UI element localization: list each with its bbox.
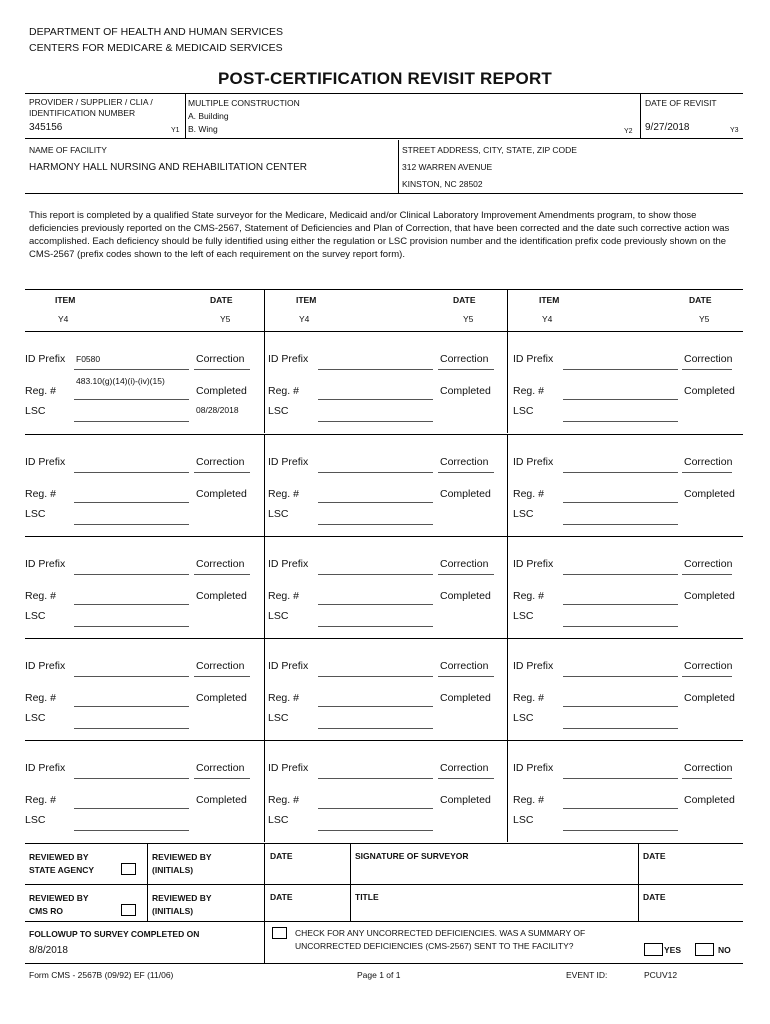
correction-label: Correction [684,353,733,365]
column-date-code: Y5 [699,314,710,324]
id-prefix-label: ID Prefix [268,558,309,570]
reg-number-label: Reg. # [25,385,56,397]
reg-number-label: Reg. # [513,385,544,397]
correction-date-field[interactable] [438,778,494,779]
correction-label: Correction [440,660,489,672]
lsc-label: LSC [268,712,289,724]
page-number: Page 1 of 1 [357,970,401,980]
provider-code: Y1 [171,127,180,134]
provider-label: PROVIDER / SUPPLIER / CLIA / IDENTIFICATION NUMBER [29,97,153,118]
correction-label: Correction [684,456,733,468]
id-prefix-value[interactable]: F0580 [76,354,101,364]
lsc-label: LSC [513,712,534,724]
correction-date-field[interactable] [194,778,250,779]
date-label-signature: DATE [643,851,666,861]
id-prefix-field[interactable] [318,369,433,370]
column-divider [264,638,265,740]
reg-number-label: Reg. # [513,590,544,602]
lsc-field[interactable] [318,524,433,525]
reg-number-field[interactable] [74,604,189,605]
correction-date-field[interactable] [682,472,732,473]
id-prefix-label: ID Prefix [513,660,554,672]
id-prefix-field[interactable] [563,369,678,370]
multiple-construction-label: MULTIPLE CONSTRUCTION [188,98,300,108]
reg-number-field[interactable] [74,399,189,400]
id-prefix-label: ID Prefix [513,456,554,468]
lsc-label: LSC [25,814,46,826]
reviewed-by-state-agency: REVIEWED BY STATE AGENCY [29,852,95,875]
reg-number-field[interactable] [318,604,433,605]
completed-label: Completed [440,590,491,602]
yes-label: YES [664,945,682,955]
id-prefix-label: ID Prefix [513,558,554,570]
form-title: POST-CERTIFICATION REVISIT REPORT [217,69,553,88]
reg-number-value[interactable]: 483.10(g)(14)(i)-(iv)(15) [76,376,165,386]
correction-date-field[interactable] [682,676,732,677]
column-item-header: ITEM [55,295,76,305]
completed-label: Completed [684,692,735,704]
date-label-state: DATE [270,851,293,861]
column-item-header: ITEM [539,295,560,305]
reg-number-field[interactable] [563,399,678,400]
reg-number-label: Reg. # [268,692,299,704]
id-prefix-label: ID Prefix [268,762,309,774]
reg-number-field[interactable] [318,706,433,707]
lsc-field[interactable] [563,830,678,831]
block-divider [25,434,743,435]
column-date-header: DATE [453,295,476,305]
followup-label: FOLLOWUP TO SURVEY COMPLETED ON [29,929,200,939]
correction-label: Correction [684,762,733,774]
id-prefix-label: ID Prefix [25,660,66,672]
reg-number-field[interactable] [563,502,678,503]
lsc-field[interactable] [74,728,189,729]
reg-number-label: Reg. # [268,385,299,397]
correction-label: Correction [684,558,733,570]
reg-number-field[interactable] [563,604,678,605]
id-prefix-field[interactable] [74,472,189,473]
lsc-field[interactable] [563,728,678,729]
event-id-value: PCUV12 [644,970,678,980]
id-prefix-label: ID Prefix [25,762,66,774]
correction-label: Correction [440,456,489,468]
correction-date-field[interactable] [194,574,250,575]
correction-date-field[interactable] [682,778,732,779]
id-prefix-field[interactable] [74,778,189,779]
column-date-code: Y5 [463,314,474,324]
correction-date-field[interactable] [682,574,732,575]
revisit-date-label: DATE OF REVISIT [645,98,717,108]
column-divider [507,331,508,433]
column-divider [507,638,508,740]
id-prefix-label: ID Prefix [268,456,309,468]
reg-number-label: Reg. # [268,590,299,602]
date-label-title: DATE [643,892,666,902]
column-item-code: Y4 [58,314,69,324]
completed-label: Completed [196,385,247,397]
id-prefix-field[interactable] [74,676,189,677]
reviewed-by-initials-cms: REVIEWED BY (INITIALS) [152,893,212,916]
correction-label: Correction [196,353,245,365]
reg-number-label: Reg. # [25,692,56,704]
facility-name-label: NAME OF FACILITY [29,145,107,155]
centers-name: CENTERS FOR MEDICARE & MEDICAID SERVICES [29,42,283,54]
no-label: NO [718,945,731,955]
id-prefix-field[interactable] [563,778,678,779]
uncorrected-question: CHECK FOR ANY UNCORRECTED DEFICIENCIES. WAS A SUMMARY OF UNCORRECTED DEFICIENCIES (CMS-2567) SENT TO THE FACILITY? [295,928,586,951]
id-prefix-label: ID Prefix [268,660,309,672]
state-agency-checkbox[interactable] [121,863,136,875]
lsc-label: LSC [25,508,46,520]
lsc-label: LSC [268,814,289,826]
completed-label: Completed [440,692,491,704]
reg-number-field[interactable] [563,706,678,707]
column-divider [507,434,508,536]
correction-date-field[interactable] [194,676,250,677]
reg-number-label: Reg. # [25,794,56,806]
lsc-field[interactable] [318,626,433,627]
column-divider [507,536,508,638]
completed-label: Completed [684,590,735,602]
lsc-field[interactable] [563,421,678,422]
column-date-header: DATE [210,295,233,305]
lsc-label: LSC [268,610,289,622]
correction-date-field[interactable] [194,472,250,473]
id-prefix-label: ID Prefix [25,456,66,468]
correction-label: Correction [684,660,733,672]
id-prefix-field[interactable] [563,574,678,575]
signature-label: SIGNATURE OF SURVEYOR [355,851,469,861]
building-label: A. Building [188,111,229,121]
lsc-field[interactable] [563,626,678,627]
completed-label: Completed [196,590,247,602]
completed-label: Completed [684,794,735,806]
department-name: DEPARTMENT OF HEALTH AND HUMAN SERVICES [29,26,283,38]
lsc-label: LSC [513,610,534,622]
block-divider [25,638,743,639]
id-prefix-field[interactable] [318,778,433,779]
completed-label: Completed [196,692,247,704]
column-divider [264,434,265,536]
completed-date-value[interactable]: 08/28/2018 [196,405,239,415]
lsc-label: LSC [513,508,534,520]
lsc-label: LSC [513,814,534,826]
id-prefix-field[interactable] [318,676,433,677]
id-prefix-label: ID Prefix [25,353,66,365]
address-line1[interactable]: 312 WARREN AVENUE [402,162,493,172]
address-line2[interactable]: KINSTON, NC 28502 [402,179,483,189]
column-date-header: DATE [689,295,712,305]
lsc-field[interactable] [318,830,433,831]
id-prefix-field[interactable] [563,676,678,677]
lsc-field[interactable] [74,830,189,831]
address-label: STREET ADDRESS, CITY, STATE, ZIP CODE [402,145,577,155]
column-divider [264,331,265,433]
lsc-label: LSC [25,712,46,724]
correction-label: Correction [440,762,489,774]
reg-number-field[interactable] [74,502,189,503]
id-prefix-field[interactable] [318,472,433,473]
correction-label: Correction [196,456,245,468]
revisit-code: Y3 [730,127,739,134]
id-prefix-label: ID Prefix [268,353,309,365]
reg-number-field[interactable] [318,808,433,809]
column-item-code: Y4 [542,314,553,324]
id-prefix-label: ID Prefix [25,558,66,570]
correction-date-field[interactable] [438,472,494,473]
id-prefix-label: ID Prefix [513,353,554,365]
reg-number-field[interactable] [318,399,433,400]
reg-number-label: Reg. # [25,488,56,500]
correction-date-field[interactable] [194,369,250,370]
correction-date-field[interactable] [438,676,494,677]
lsc-field[interactable] [74,626,189,627]
correction-date-field[interactable] [438,574,494,575]
multiple-construction [188,97,300,136]
id-prefix-label: ID Prefix [513,762,554,774]
reviewed-by-cms-ro: REVIEWED BY CMS RO [29,893,89,916]
provider-number[interactable]: 345156 [29,122,63,133]
no-checkbox[interactable] [695,943,714,956]
lsc-field[interactable] [74,421,189,422]
completed-label: Completed [196,488,247,500]
column-divider [264,536,265,638]
reg-number-label: Reg. # [25,590,56,602]
column-item-header: ITEM [296,295,317,305]
completed-label: Completed [684,385,735,397]
correction-date-field[interactable] [682,369,732,370]
lsc-field[interactable] [318,728,433,729]
column-item-code: Y4 [299,314,310,324]
wing-label: B. Wing [188,124,218,134]
column-divider [507,740,508,842]
event-id-label: EVENT ID: [566,970,608,980]
block-divider [25,740,743,741]
id-prefix-field[interactable] [74,369,189,370]
lsc-field[interactable] [74,524,189,525]
agency-header [29,24,283,56]
correction-label: Correction [196,558,245,570]
lsc-label: LSC [268,508,289,520]
lsc-field[interactable] [563,524,678,525]
followup-date[interactable]: 8/8/2018 [29,945,68,956]
reg-number-label: Reg. # [513,794,544,806]
reg-number-label: Reg. # [513,692,544,704]
reg-number-field[interactable] [74,808,189,809]
reg-number-field[interactable] [74,706,189,707]
date-label-cms: DATE [270,892,293,902]
completed-label: Completed [440,488,491,500]
lsc-field[interactable] [318,421,433,422]
correction-label: Correction [440,353,489,365]
column-divider [264,740,265,842]
revisit-date-value[interactable]: 9/27/2018 [645,122,690,133]
construction-code: Y2 [624,128,633,135]
instructions-paragraph: This report is completed by a qualified State surveyor for the Medicare, Medicaid and/or Clinical Laboratory Improvement Amendments program, to show those deficiencies previously reported on the CMS-2567, Statement of Deficiencies and Plan of Correction, that have been corrected and the date such corrective action was accomplished. Each deficiency should be fully identified using either the regulation or LSC provision number and the identification prefix code previously shown on the CMS-2567 (prefix codes shown to the left of each requirement on the survey report form). [29,210,730,260]
correction-label: Correction [440,558,489,570]
reg-number-field[interactable] [318,502,433,503]
block-divider [25,536,743,537]
id-prefix-field[interactable] [74,574,189,575]
reg-number-label: Reg. # [513,488,544,500]
lsc-label: LSC [513,405,534,417]
facility-name-value[interactable]: HARMONY HALL NURSING AND REHABILITATION CENTER [29,162,308,173]
uncorrected-checkbox[interactable] [272,927,287,939]
id-prefix-field[interactable] [318,574,433,575]
completed-label: Completed [196,794,247,806]
form-identifier: Form CMS - 2567B (09/92) EF (11/06) [29,970,174,980]
reg-number-label: Reg. # [268,488,299,500]
cms-ro-checkbox[interactable] [121,904,136,916]
reg-number-field[interactable] [563,808,678,809]
correction-date-field[interactable] [438,369,494,370]
reg-number-label: Reg. # [268,794,299,806]
title-label: TITLE [355,892,379,902]
completed-label: Completed [440,794,491,806]
completed-label: Completed [684,488,735,500]
correction-label: Correction [196,762,245,774]
correction-label: Correction [196,660,245,672]
column-date-code: Y5 [220,314,231,324]
completed-label: Completed [440,385,491,397]
lsc-label: LSC [268,405,289,417]
reviewed-by-initials-state: REVIEWED BY (INITIALS) [152,852,212,875]
yes-checkbox[interactable] [644,943,663,956]
lsc-label: LSC [25,405,46,417]
lsc-label: LSC [25,610,46,622]
id-prefix-field[interactable] [563,472,678,473]
